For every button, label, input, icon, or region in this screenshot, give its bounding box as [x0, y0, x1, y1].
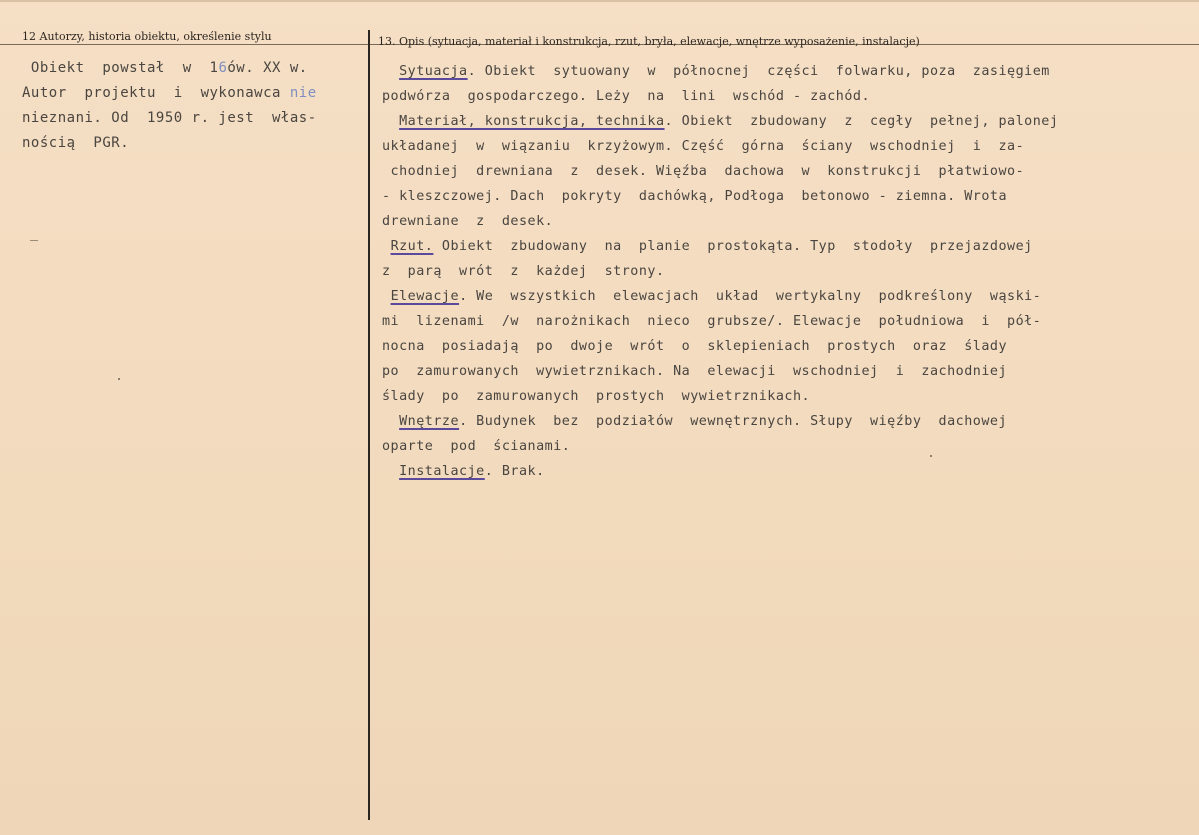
- right-typed-line: Sytuacja. Obiekt sytuowany w północnej części folwarku, poza zasięgiem: [399, 64, 1050, 79]
- right-typed-line: układanej w wiązaniu krzyżowym. Część górna ściany wschodniej i za-: [382, 139, 1025, 154]
- right-typed-line: nocna posiadają po dwoje wrót o sklepieniach prostych oraz ślady: [382, 339, 1008, 354]
- column-divider: [368, 30, 370, 820]
- left-typed-line: Obiekt powstał w 16ów. XX w.: [22, 60, 308, 76]
- right-typed-line: - kleszczowej. Dach pokryty dachówką, Podłoga betonowo - ziemna. Wrota: [382, 189, 1008, 204]
- ink-speck: [118, 378, 120, 380]
- left-column-header: 12 Autorzy, historia obiektu, określenie stylu: [22, 30, 272, 43]
- ink-mark: [30, 240, 38, 241]
- right-typed-line: po zamurowanych wywietrznikach. Na elewacji wschodniej i zachodniej: [382, 364, 1008, 379]
- left-typed-line: nieznani. Od 1950 r. jest włas-: [22, 110, 317, 126]
- section-heading: Wnętrze: [399, 414, 460, 429]
- section-heading: Instalacje: [399, 464, 485, 479]
- right-typed-line: Instalacje. Brak.: [399, 464, 545, 479]
- right-typed-line: Rzut. Obiekt zbudowany na planie prostokąta. Typ stodoły przejazdowej: [390, 239, 1033, 254]
- right-typed-line: Elewacje. We wszystkich elewacjach układ wertykalny podkreślony wąski-: [390, 289, 1042, 304]
- section-heading: Sytuacja: [399, 64, 468, 79]
- ink-speck: [930, 455, 932, 457]
- right-typed-line: drewniane z desek.: [382, 214, 554, 229]
- right-typed-line: mi lizenami /w narożnikach nieco grubsze/. Elewacje południowa i pół-: [382, 314, 1042, 329]
- left-typed-line: Autor projektu i wykonawca nie: [22, 85, 317, 101]
- card-top-edge: [0, 0, 1199, 2]
- right-typed-line: Wnętrze. Budynek bez podziałów wewnętrznych. Słupy więźby dachowej: [399, 414, 1008, 429]
- section-heading: Materiał, konstrukcja, technika: [399, 114, 665, 129]
- right-typed-line: ślady po zamurowanych prostych wywietrznikach.: [382, 389, 811, 404]
- section-heading: Elewacje: [390, 289, 460, 304]
- right-typed-line: oparte pod ścianami.: [382, 439, 571, 454]
- right-typed-line: podwórza gospodarczego. Leży na lini wschód - zachód.: [382, 89, 871, 104]
- right-column-header: 13. Opis (sytuacja, materiał i konstrukcja, rzut, bryła, elewacje, wnętrze wyposażenie, instalacje): [378, 35, 920, 48]
- left-typed-line: nością PGR.: [22, 135, 130, 151]
- right-typed-line: z parą wrót z każdej strony.: [382, 264, 665, 279]
- right-typed-line: chodniej drewniana z desek. Więźba dachowa w konstrukcji płatwiowo-: [382, 164, 1025, 179]
- section-heading: Rzut.: [390, 239, 434, 254]
- right-typed-line: Materiał, konstrukcja, technika. Obiekt zbudowany z cegły pełnej, palonej: [399, 114, 1059, 129]
